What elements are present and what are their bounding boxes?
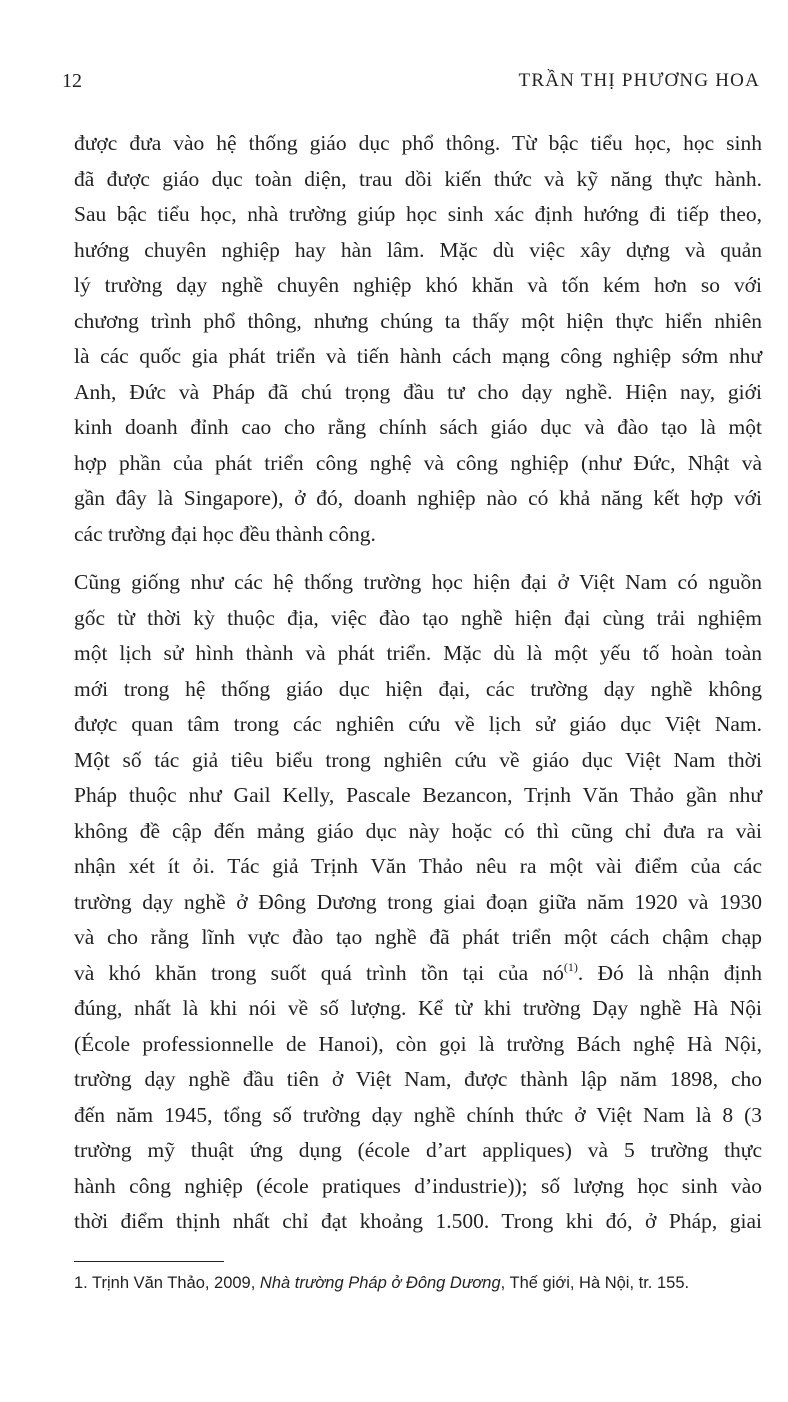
text-line: gốc từ thời kỳ thuộc địa, việc đào tạo nghề hiện đại cùng trải nghiệm: [74, 605, 762, 630]
footnote-divider: [74, 1261, 224, 1262]
paragraph-2: [74, 565, 762, 1240]
text-line: Anh, Đức và Pháp đã chú trọng đầu tư cho dạy nghề. Hiện nay, giới: [74, 379, 762, 404]
text-line: Pháp thuộc như Gail Kelly, Pascale Bezancon, Trịnh Văn Thảo gần như: [74, 783, 762, 807]
text-segment: . Đó là nhận định: [577, 960, 763, 985]
footnote-title: Nhà trường Pháp ở Đông Dương: [259, 1274, 501, 1292]
text-line: một lịch sử hình thành và phát triển. Mặc dù là một yếu tố hoàn toàn: [74, 641, 762, 665]
text-line: Sau bậc tiểu học, nhà trường giúp học sinh xác định hướng đi tiếp theo,: [74, 202, 762, 226]
text-line: trường dạy nghề ở Đông Dương trong giai đoạn giữa năm 1920 và 1930: [74, 889, 762, 914]
text-line: là các quốc gia phát triển và tiến hành cách mạng công nghiệp sớm như: [74, 344, 762, 368]
text-line: các trường đại học đều thành công.: [74, 521, 376, 546]
text-line: hành công nghiệp (école pratiques d’industrie)); số lượng học sinh vào: [74, 1173, 762, 1198]
text-line: hợp phần của phát triển công nghệ và công nghiệp (như Đức, Nhật và: [74, 450, 762, 475]
text-line: nhận xét ít ỏi. Tác giả Trịnh Văn Thảo nêu ra một vài điểm của các: [74, 854, 762, 878]
text-line: (École professionnelle de Hanoi), còn gọi là trường Bách nghệ Hà Nội,: [74, 1031, 762, 1056]
text-line: được đưa vào hệ thống giáo dục phổ thông. Từ bậc tiểu học, học sinh: [74, 131, 762, 155]
footnote-prefix: 1. Trịnh Văn Thảo, 2009,: [74, 1274, 260, 1292]
running-head: TRẦN THỊ PHƯƠNG HOA: [518, 70, 760, 91]
text-line: không đề cập đến mảng giáo dục này hoặc có thì cũng chỉ đưa ra vài: [74, 818, 762, 843]
text-line: lý trường dạy nghề chuyên nghiệp khó khăn và tốn kém hơn so với: [74, 273, 762, 297]
footnote: [74, 1272, 689, 1294]
text-line: Cũng giống như các hệ thống trường học hiện đại ở Việt Nam có nguồn: [74, 570, 762, 594]
text-line: trường dạy nghề đầu tiên ở Việt Nam, được thành lập năm 1898, cho: [74, 1067, 762, 1091]
text-line: hướng chuyên nghiệp hay hàn lâm. Mặc dù việc xây dựng và quản: [74, 237, 762, 262]
text-line: đã được giáo dục toàn diện, trau dồi kiến thức và kỹ năng thực hành.: [74, 166, 762, 191]
footnote-reference: (1): [563, 959, 578, 974]
paragraph-1: [74, 126, 762, 552]
footnote-suffix: , Thế giới, Hà Nội, tr. 155.: [500, 1274, 690, 1292]
text-line: gần đây là Singapore), ở đó, doanh nghiệp nào có khả năng kết hợp với: [74, 486, 762, 510]
text-line: thời điểm thịnh nhất chỉ đạt khoảng 1.500. Trong khi đó, ở Pháp, giai: [74, 1209, 762, 1233]
text-line: mới trong hệ thống giáo dục hiện đại, các trường dạy nghề không: [74, 676, 762, 701]
text-line: đúng, nhất là khi nói về số lượng. Kể từ khi trường Dạy nghề Hà Nội: [74, 996, 762, 1020]
text-line: Một số tác giả tiêu biểu trong nghiên cứu về giáo dục Việt Nam thời: [74, 747, 762, 772]
text-line: đến năm 1945, tổng số trường dạy nghề chính thức ở Việt Nam là 8 (3: [74, 1102, 762, 1127]
text-line: chương trình phổ thông, nhưng chúng ta thấy một hiện thực hiển nhiên: [74, 308, 762, 333]
text-line: kinh doanh đỉnh cao cho rằng chính sách giáo dục và đào tạo là một: [74, 415, 762, 439]
page-number: 12: [62, 70, 82, 92]
text-segment: và khó khăn trong suốt quá trình tồn tại của nó: [74, 960, 564, 985]
text-line: và cho rằng lĩnh vực đào tạo nghề đã phát triển một cách chậm chạp: [74, 925, 762, 949]
text-line: được quan tâm trong các nghiên cứu về lịch sử giáo dục Việt Nam.: [74, 712, 762, 736]
text-line: trường mỹ thuật ứng dụng (école d’art appliques) và 5 trường thực: [74, 1138, 762, 1162]
text-line: [74, 956, 762, 992]
